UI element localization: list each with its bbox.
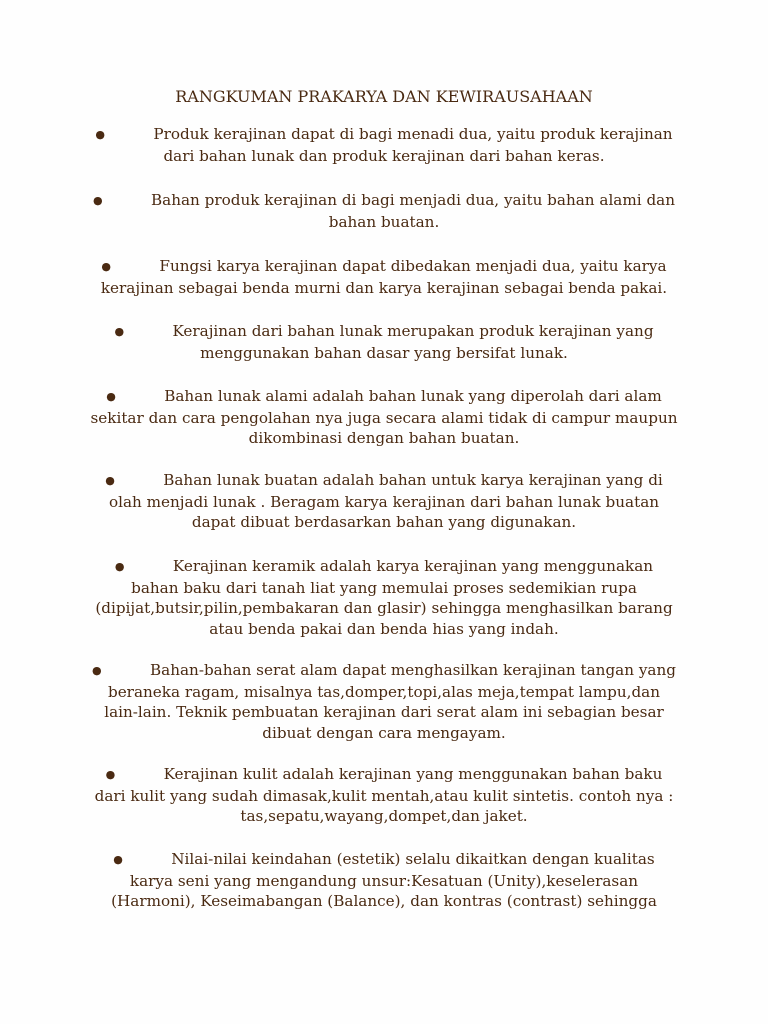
list-item <box>90 190 678 232</box>
bullet-icon: ● <box>92 664 102 677</box>
list-item-text: Produk kerajinan dapat di bagi menadi dua, yaitu produk kerajinan dari bahan lunak dan produk kerajinan dari bahan keras. <box>153 125 673 165</box>
list-item <box>90 256 678 298</box>
bullet-icon: ● <box>114 325 125 338</box>
list-item <box>90 386 678 449</box>
list-item-text: Kerajinan kulit adalah kerajinan yang menggunakan bahan baku dari kulit yang sudah dimasak,kulit mentah,atau kulit sintetis. contoh nya : tas,sepatu,wayang,dompet,dan jaket. <box>94 765 674 825</box>
bullet-icon: ● <box>106 390 116 403</box>
list-item-text: Bahan lunak alami adalah bahan lunak yang diperolah dari alam sekitar dan cara pengolahan nya juga secara alami tidak di campur maupun dikombinasi dengan bahan buatan. <box>90 387 678 447</box>
bullet-icon: ● <box>114 560 125 573</box>
bullet-icon: ● <box>95 128 106 141</box>
list-item <box>90 321 678 363</box>
list-item <box>90 764 678 827</box>
list-item <box>90 556 678 639</box>
list-item-text: Bahan produk kerajinan di bagi menjadi dua, yaitu bahan alami dan bahan buatan. <box>150 191 676 231</box>
bullet-icon: ● <box>105 768 116 781</box>
list-item-text: Kerajinan keramik adalah karya kerajinan yang menggunakan bahan baku dari tanah liat yang memulai proses sedemikian rupa (dipijat,butsir,pilin,pembakaran dan glasir) sehingga menghasilkan barang atau benda pakai dan benda hias yang indah. <box>95 557 673 638</box>
list-item-text: Bahan lunak buatan adalah bahan untuk karya kerajinan yang di olah menjadi lunak . Beragam karya kerajinan dari bahan lunak buatan dapat dibuat berdasarkan bahan yang digunakan. <box>108 471 663 531</box>
list-item <box>90 849 678 912</box>
bullet-icon: ● <box>101 260 112 273</box>
bullet-icon: ● <box>113 853 123 866</box>
list-item-text: Kerajinan dari bahan lunak merupakan produk kerajinan yang menggunakan bahan dasar yang bersifat lunak. <box>172 322 654 362</box>
list-item-text: Bahan-bahan serat alam dapat menghasilkan kerajinan tangan yang beraneka ragam, misalnya tas,domper,topi,alas meja,tempat lampu,dan lain-lain. Teknik pembuatan kerajinan dari serat alam ini sebagian besar dibuat dengan cara mengayam. <box>104 661 676 742</box>
list-item <box>90 660 678 743</box>
list-item <box>90 470 678 533</box>
list-item-text: Nilai-nilai keindahan (estetik) selalu dikaitkan dengan kualitas karya seni yang mengandung unsur:Kesatuan (Unity),keselerasan (Harmoni), Keseimabangan (Balance), dan kontras (contrast) sehingga <box>111 850 657 910</box>
document-title: RANGKUMAN PRAKARYA DAN KEWIRAUSAHAAN <box>175 87 593 106</box>
list-item-text: Fungsi karya kerajinan dapat dibedakan menjadi dua, yaitu karya kerajinan sebagai benda murni dan karya kerajinan sebagai benda pakai. <box>100 257 668 297</box>
bullet-icon: ● <box>92 194 103 207</box>
list-item <box>90 124 678 166</box>
bullet-icon: ● <box>105 474 115 487</box>
